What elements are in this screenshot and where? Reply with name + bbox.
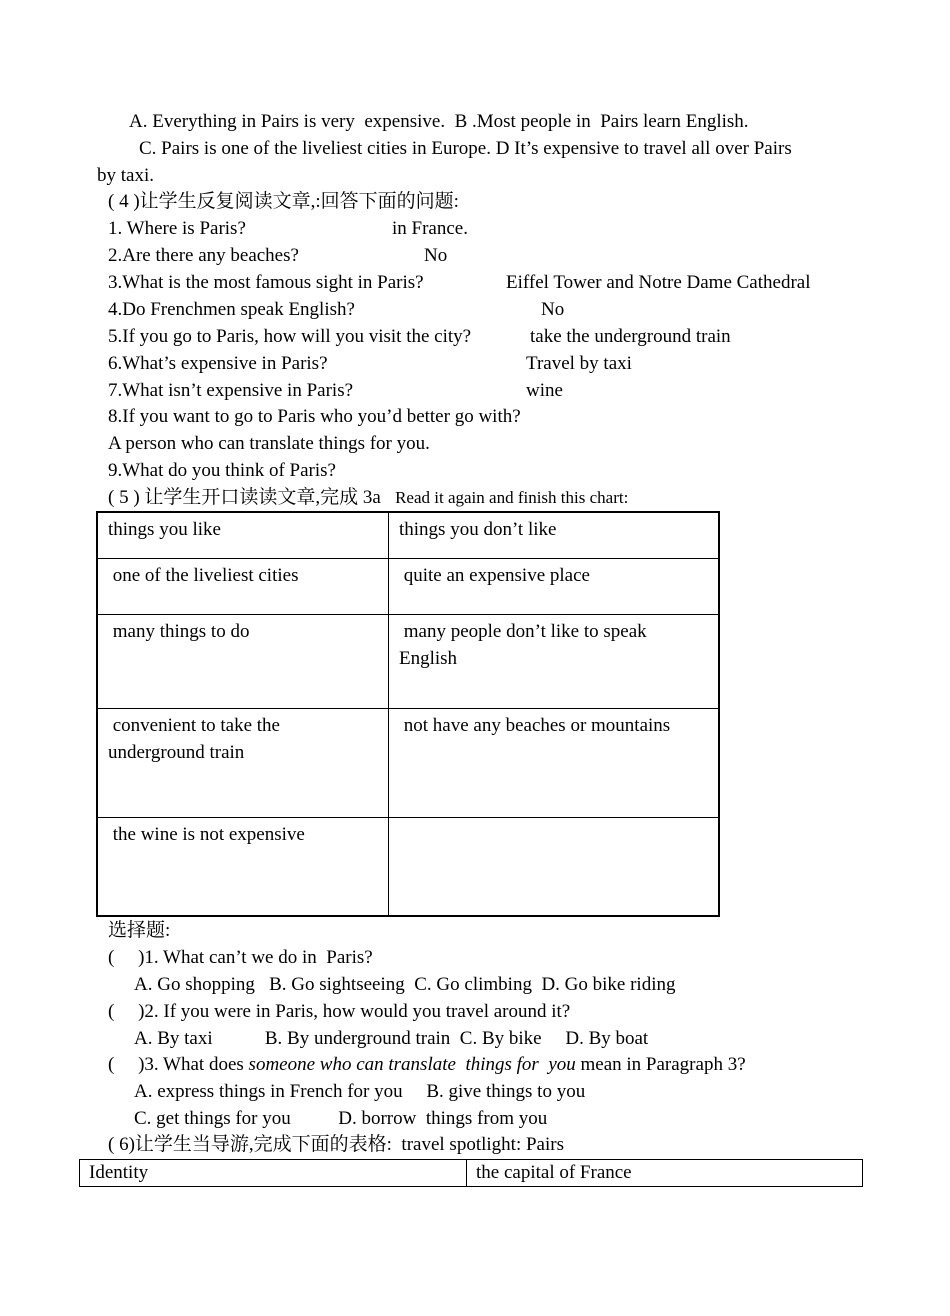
question-1: 1. Where is Paris?: [108, 218, 246, 239]
table-row: [97, 817, 719, 916]
header-dislikes: things you don’t like: [389, 512, 720, 558]
table-row: [97, 614, 719, 708]
option-line-cont: by taxi.: [97, 165, 154, 186]
table-row: [97, 558, 719, 614]
choice-q3-options-cd: C. get things for you D. borrow things from you: [134, 1108, 548, 1129]
choice-q3-stem-post: mean in Paragraph 3?: [575, 1054, 746, 1075]
answer-5: take the underground train: [530, 326, 731, 347]
choice-q1-stem: ( )1. What can’t we do in Paris?: [108, 947, 373, 968]
section6-heading: ( 6)让学生当导游,完成下面的表格: travel spotlight: Pairs: [108, 1134, 564, 1155]
table-cell: the wine is not expensive: [97, 817, 389, 916]
choice-heading: 选择题:: [108, 920, 171, 941]
table-cell: [389, 817, 720, 916]
section5-heading-zh: ( 5 ) 让学生开口读读文章,完成 3a: [108, 487, 381, 508]
question-8: 8.If you want to go to Paris who you’d better go with?: [108, 406, 521, 427]
spotlight-key: Identity: [80, 1160, 467, 1187]
answer-6: Travel by taxi: [526, 353, 632, 374]
table-cell: quite an expensive place: [389, 558, 720, 614]
choice-q3-options-ab: A. express things in French for you B. give things to you: [134, 1081, 586, 1102]
answer-2: No: [424, 245, 448, 266]
table-cell: convenient to take the underground train: [97, 708, 389, 817]
table-cell: not have any beaches or mountains: [389, 708, 720, 817]
table-header-row: [97, 512, 719, 558]
table-cell: one of the liveliest cities: [97, 558, 389, 614]
section4-heading: ( 4 )让学生反复阅读文章,:回答下面的问题:: [108, 191, 459, 212]
section5-heading-en: Read it again and finish this chart:: [395, 488, 629, 507]
answer-1: in France.: [392, 218, 468, 239]
choice-q3-stem: [108, 1054, 746, 1076]
option-line-cd: C. Pairs is one of the liveliest cities in Europe. D It’s expensive to travel all over Pairs: [139, 138, 792, 159]
question-7: 7.What isn’t expensive in Paris?: [108, 380, 354, 401]
travel-spotlight-table: [79, 1159, 863, 1187]
table-cell: many people don’t like to speak English: [389, 614, 720, 708]
header-likes: things you like: [97, 512, 389, 558]
choice-q3-stem-pre: ( )3. What does: [108, 1054, 249, 1075]
spotlight-value: the capital of France: [467, 1160, 863, 1187]
option-line-ab: A. Everything in Pairs is very expensive. B .Most people in Pairs learn English.: [129, 111, 749, 132]
answer-8: A person who can translate things for you.: [108, 433, 430, 454]
table-cell: many things to do: [97, 614, 389, 708]
section5-heading: [108, 487, 628, 509]
choice-q1-options: A. Go shopping B. Go sightseeing C. Go climbing D. Go bike riding: [134, 974, 676, 995]
choice-q3-stem-phrase: someone who can translate things for you: [248, 1054, 576, 1075]
question-9: 9.What do you think of Paris?: [108, 460, 336, 481]
question-5: 5.If you go to Paris, how will you visit the city?: [108, 326, 472, 347]
choice-q2-stem: ( )2. If you were in Paris, how would you travel around it?: [108, 1001, 571, 1022]
table-row: [80, 1160, 863, 1187]
question-2: 2.Are there any beaches?: [108, 245, 299, 266]
answer-3: Eiffel Tower and Notre Dame Cathedral: [506, 272, 811, 293]
table-row: [97, 708, 719, 817]
answer-4: No: [541, 299, 565, 320]
answer-7: wine: [526, 380, 563, 401]
choice-q2-options: A. By taxi B. By underground train C. By bike D. By boat: [134, 1028, 649, 1049]
likes-dislikes-chart: [96, 511, 720, 917]
question-6: 6.What’s expensive in Paris?: [108, 353, 328, 374]
question-4: 4.Do Frenchmen speak English?: [108, 299, 355, 320]
question-3: 3.What is the most famous sight in Paris?: [108, 272, 424, 293]
